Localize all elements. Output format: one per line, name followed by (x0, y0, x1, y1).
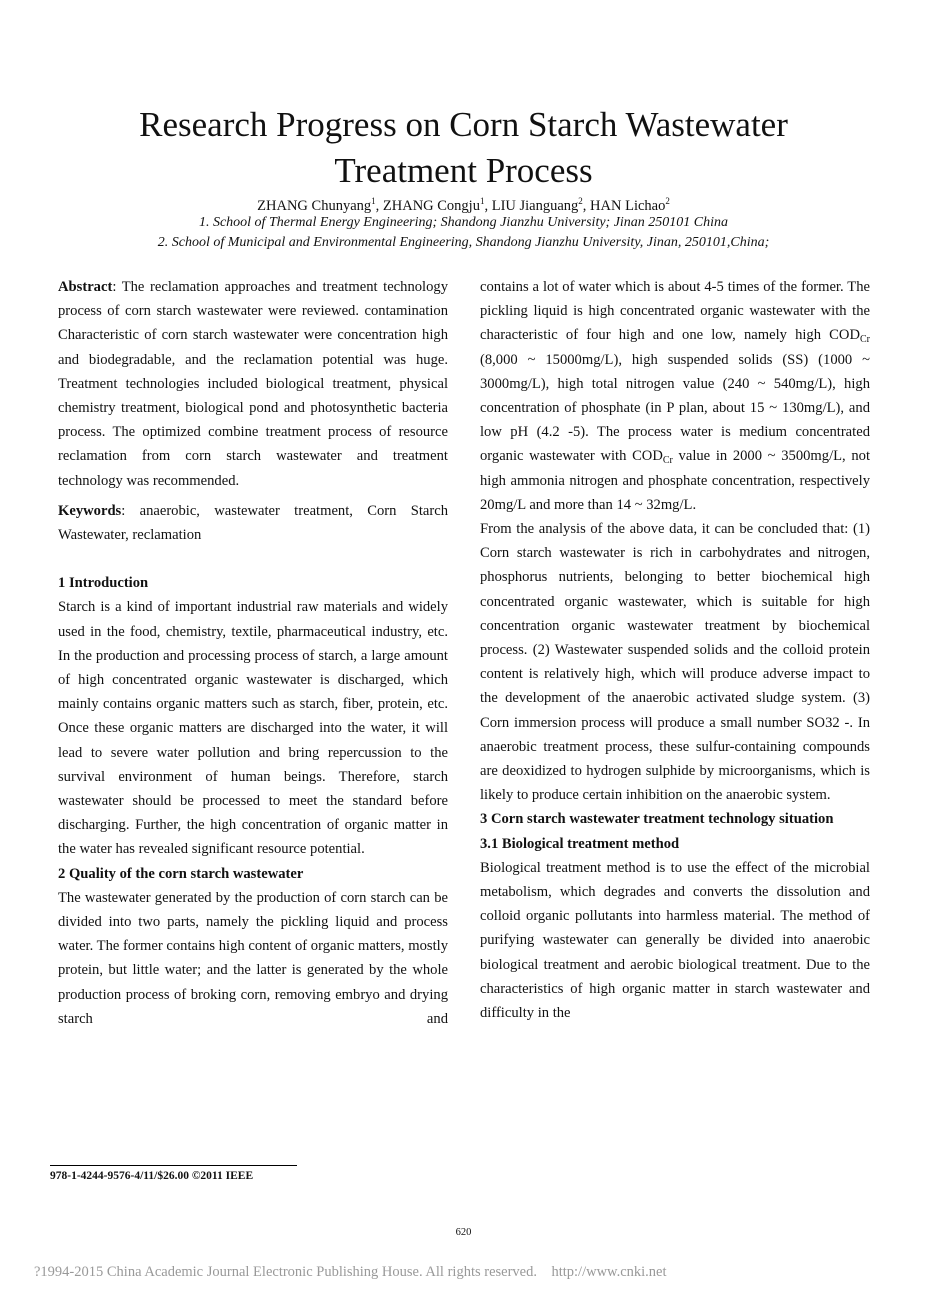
section-heading-technology: 3 Corn starch wastewater treatment technology situation (480, 811, 834, 828)
section-heading-quality: 2 Quality of the corn starch wastewater (58, 865, 304, 882)
quality-paragraph-1 (58, 886, 448, 1031)
abstract-label: Abstract (58, 279, 113, 295)
author-name: ZHANG Congju (382, 198, 480, 214)
keywords-label: Keywords (58, 502, 122, 519)
title-line-1: Research Progress on Corn Starch Wastewater (139, 105, 788, 144)
left-column (58, 275, 448, 1031)
author-name: ZHANG Chunyang (257, 198, 372, 214)
abstract-text: : The reclamation approaches and treatment technology process of corn starch wastewater were reviewed. contamination Characteristic of corn starch wastewater were concentration high and biodegradable, and the reclamation potential was huge. Treatment technologies included biological treatment, physical chemistry treatment, biological pond and photosynthetic bacteria process. The optimized combine treatment process of resource reclamation from corn starch wastewater and treatment technology was recommended. (58, 279, 448, 489)
biological-text: Biological treatment method is to use the effect of the microbial metabolism, which degrades and converts the dissolution and colloid organic pollutants into harmless material. The method of purifying wastewater can generally be divided into anaerobic biological treatment and aerobic biological treatment. Due to the characteristics of high organic matter in starch wastewater and difficulty in the (480, 859, 870, 1022)
copyright-text: ?1994-2015 China Academic Journal Electronic Publishing House. All rights reserved. (34, 1264, 537, 1280)
section-heading-biological: 3.1 Biological treatment method (480, 835, 680, 852)
author-list: ZHANG Chunyang$^1$, ZHANG Congju$^1$, LIU Jianguang$^2$, HAN Lichao$^2$ (257, 196, 670, 214)
right-column (480, 275, 870, 1025)
page-number: 620 (455, 1227, 472, 1238)
cod-subscript: Cr (860, 334, 870, 346)
footnote-rule (50, 1165, 297, 1166)
paper-title (0, 102, 927, 194)
body-text: contains a lot of water which is about 4-5 times of the former. The pickling liquid is high concentrated organic wastewater with the characteristic of four high and one low, namely high COD (480, 279, 870, 344)
body-text: value in 2000 ~ 3500mg/L, not high ammonia nitrogen and phosphate concentration, respectively 20mg/L and more than 14 ~ 32mg/L. (480, 448, 871, 513)
title-line-2: Treatment Process (334, 151, 593, 190)
body-text: (8,000 ~ 15000mg/L), high suspended solids (SS) (1000 ~ 3000mg/L), high total nitrogen value (240 ~ 540mg/L), high concentration of phosphate (in P plan, about 15 ~ 130mg/L), and low pH (4.2 -5). The process water is medium concentrated organic wastewater with COD (480, 351, 870, 465)
author-affiliation-mark: 1 (479, 196, 485, 207)
quality-paragraph-2: From the analysis of the above data, it can be concluded that: (1) Corn starch wastewater is rich in carbohydrates and nitrogen, phosphorus nutrients, belonging to better biochemical high concentrated organic wastewater, which is suitable for high concentration organic wastewater treatment by biochemical process. (2) Wastewater suspended solids and the colloid protein content is relatively high, which will produce adverse impact to the development of the anaerobic activated sludge system. (3) Corn immersion process will produce a small number SO32 -. In anaerobic treatment process, these sulfur-containing compounds are deoxidized to hydrogen sulphide by microorganisms, which is likely to produce certain inhibition on the anaerobic system. (480, 521, 870, 804)
author-name: LIU Jianguang (491, 198, 579, 214)
affiliation-2: 2. School of Municipal and Environmental Engineering, Shandong Jianzhu University, Jinan, 250101,China; (157, 235, 770, 250)
author-name: HAN Lichao (590, 198, 666, 214)
introduction-text: Starch is a kind of important industrial raw materials and widely used in the food, chemistry, textile, pharmaceutical industry, etc. In the production and processing process of starch, a large amount of high concentrated organic wastewater is discharged, which mainly contains organic matters such as starch, fiber, protein, etc. Once these organic matters are discharged into the water, it will lead to severe water pollution and bring repercussion to the survival environment of human beings. Therefore, starch wastewater should be processed to meet the standard before discharging. Further, the high concentration of organic matter in the water has revealed significant resource potential. (58, 599, 448, 858)
quality-paragraph-1-cont (480, 275, 870, 517)
cnki-url: http://www.cnki.net (551, 1264, 667, 1280)
author-affiliation-mark: 1 (371, 196, 376, 207)
abstract (58, 275, 448, 493)
body-text: The wastewater generated by the production of corn starch can be divided into two parts, namely the pickling liquid and process water. The former contains high content of organic matters, mostly protein, but little water; and the latter is generated by the whole production process of broking corn, removing embryo and drying starch and (58, 889, 448, 1027)
keywords (58, 499, 448, 547)
section-heading-introduction: 1 Introduction (58, 575, 149, 592)
cnki-watermark (34, 1264, 667, 1281)
keywords-text: : anaerobic, wastewater treatment, Corn Starch Wastewater, reclamation (58, 502, 448, 544)
cod-subscript: Cr (662, 455, 673, 467)
isbn-footnote: 978-1-4244-9576-4/11/$26.00 ©2011 IEEE (50, 1170, 254, 1182)
author-affiliation-mark: 2 (665, 196, 670, 207)
affiliation-1: 1. School of Thermal Energy Engineering; Shandong Jianzhu University; Jinan 250101 China (198, 215, 729, 230)
author-affiliation-mark: 2 (578, 196, 583, 207)
